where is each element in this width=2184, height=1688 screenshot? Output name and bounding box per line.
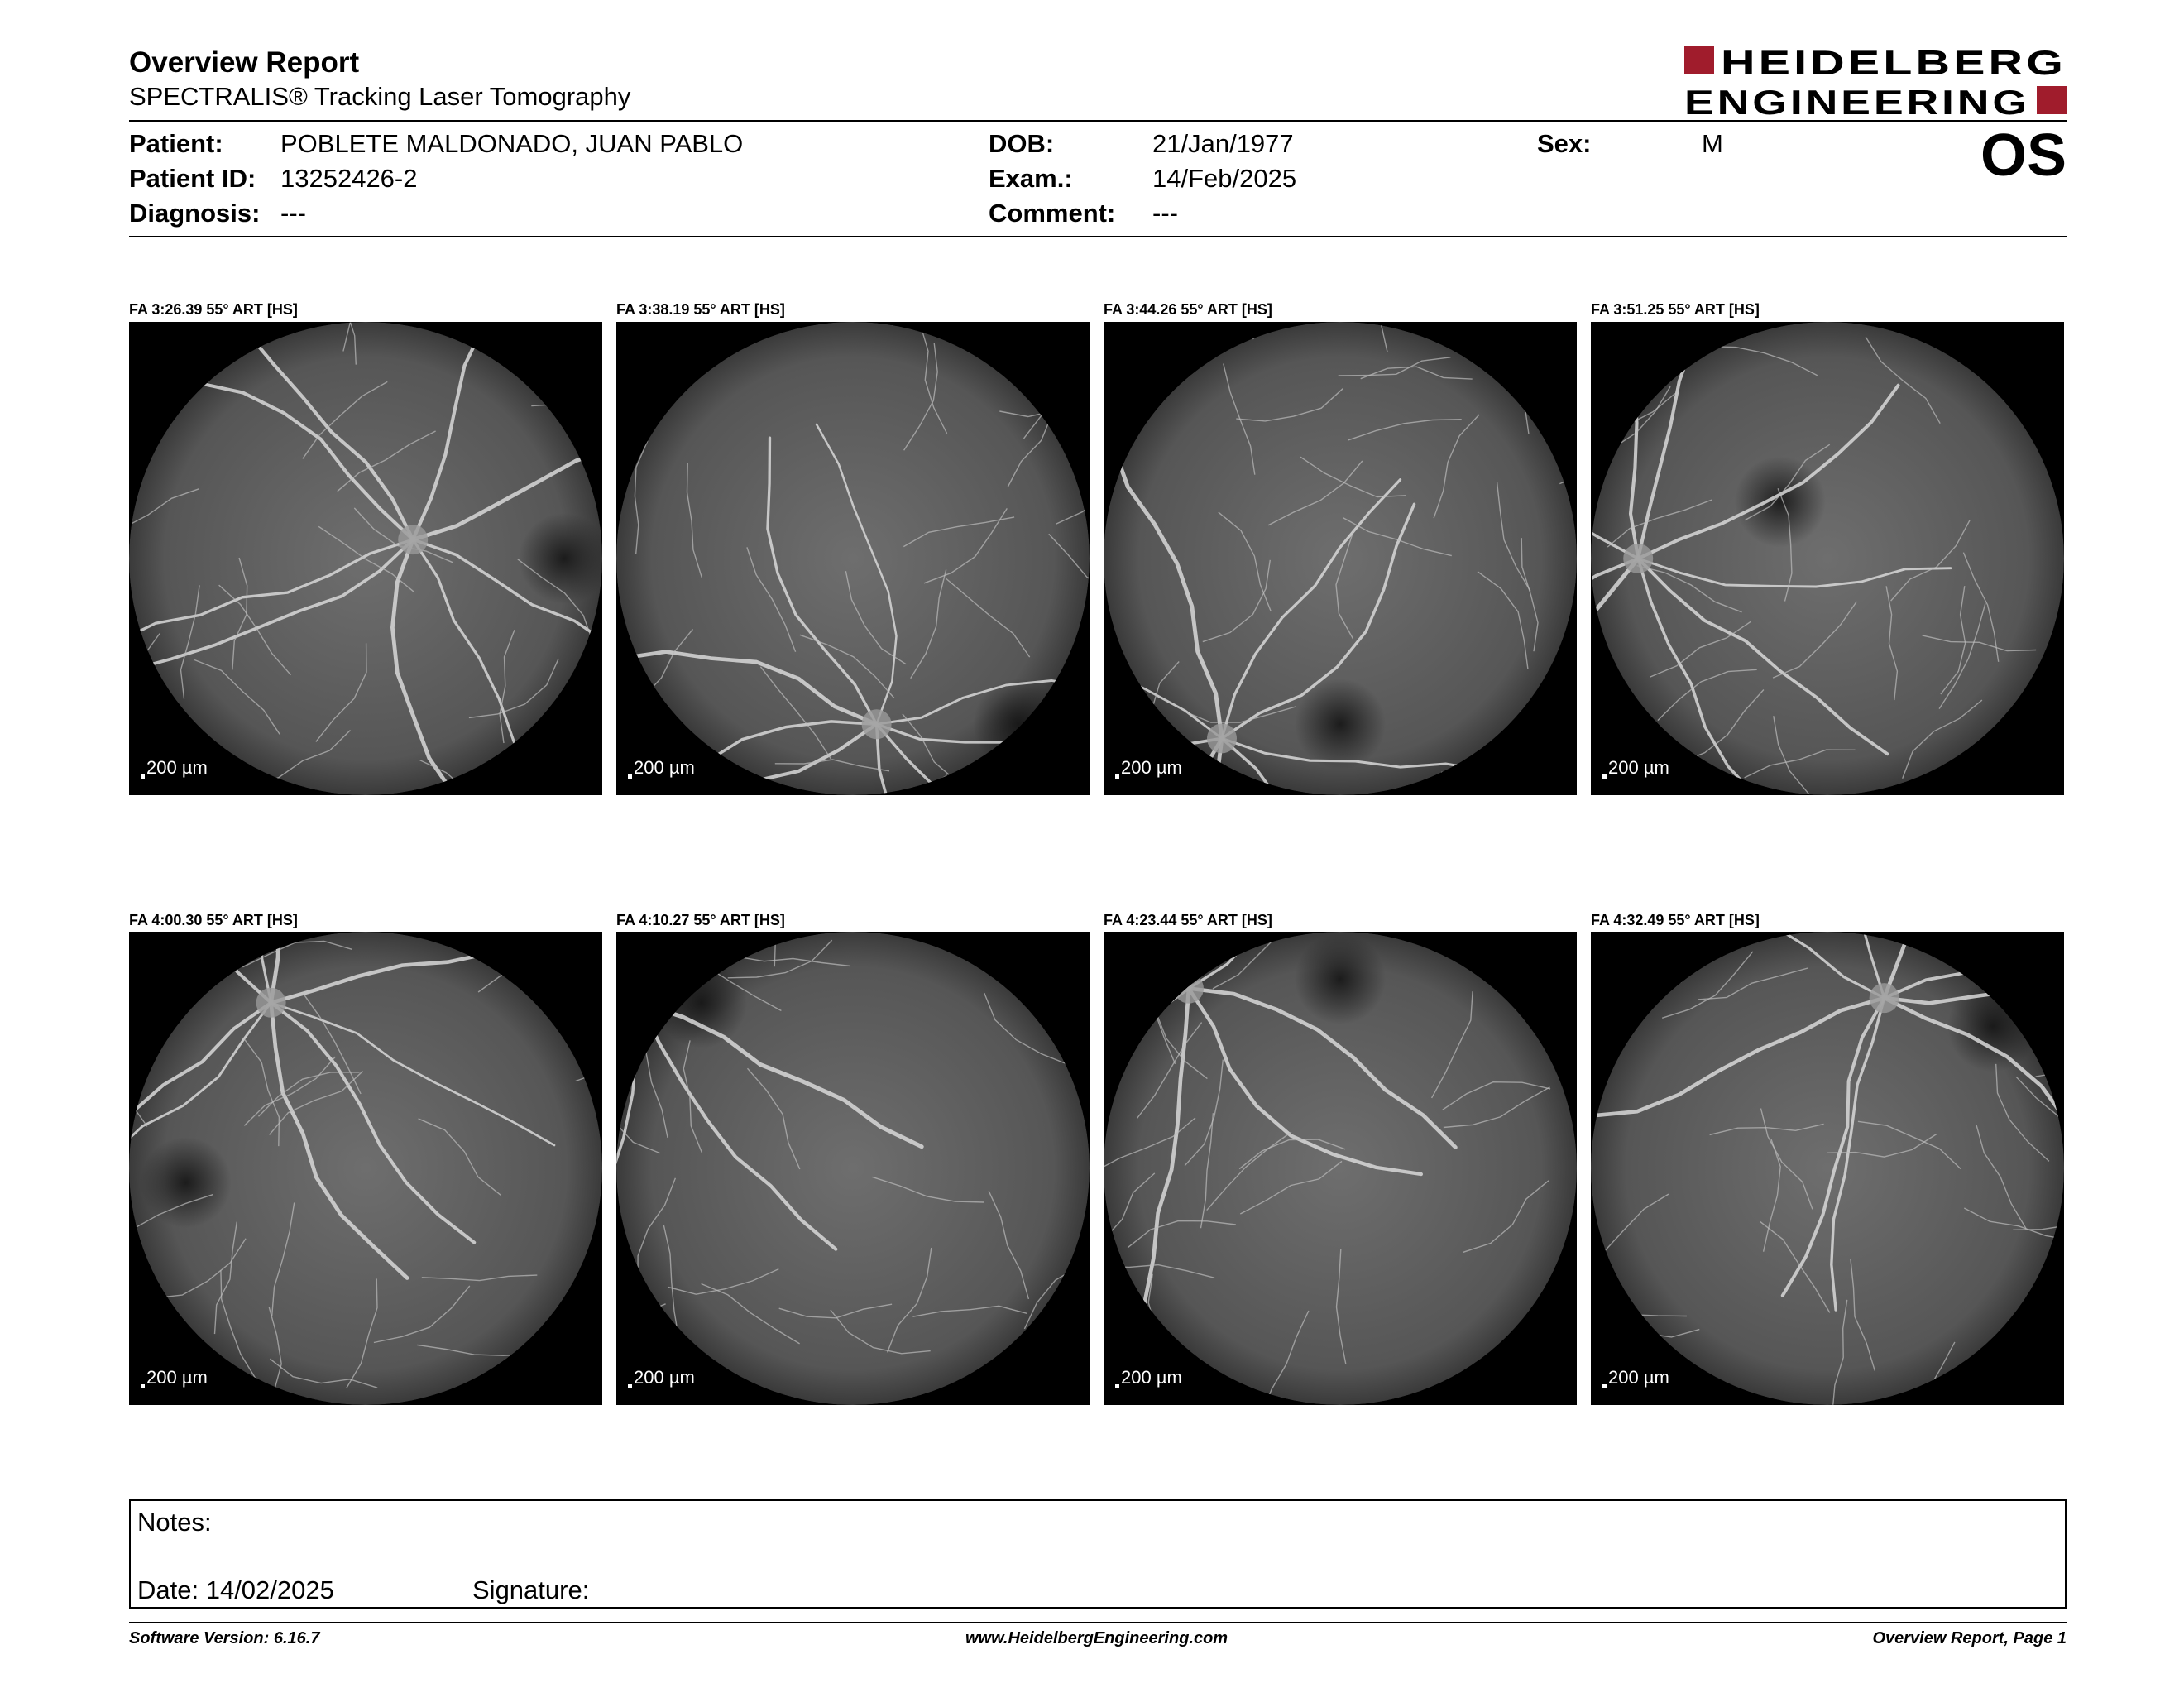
- scale-bar-marker: [141, 774, 145, 779]
- header-rule-bottom: [129, 236, 2067, 237]
- header-rule-top: [129, 120, 2067, 122]
- logo-line1: HEIDELBERG: [1721, 45, 2067, 82]
- fundus-image[interactable]: [129, 322, 602, 795]
- fundus-image[interactable]: [1104, 322, 1577, 795]
- dob-value: 21/Jan/1977: [1152, 129, 1294, 158]
- fundus-graphic: [616, 322, 1090, 795]
- scale-bar-label: 200 µm: [634, 1367, 695, 1388]
- report-title: Overview Report: [129, 46, 360, 79]
- fundus-graphic: [1591, 932, 2064, 1405]
- scale-bar: [1602, 757, 1669, 779]
- fundus-graphic: [1104, 322, 1577, 795]
- fundus-graphic: [129, 322, 602, 795]
- scale-bar-marker: [1115, 774, 1119, 779]
- image-label: FA 3:44.26 55° ART [HS]: [1104, 301, 1272, 318]
- footer-rule: [129, 1622, 2067, 1623]
- website-link[interactable]: www.HeidelbergEngineering.com: [965, 1629, 1228, 1647]
- scale-bar: [1602, 1367, 1669, 1388]
- sex-label: Sex:: [1537, 129, 1592, 158]
- scale-bar-label: 200 µm: [146, 757, 208, 778]
- image-label: FA 4:23.44 55° ART [HS]: [1104, 912, 1272, 928]
- page-number: Overview Report, Page 1: [1872, 1629, 2067, 1647]
- signature-label: Signature:: [472, 1575, 590, 1604]
- scale-bar-marker: [628, 1384, 632, 1388]
- scale-bar: [141, 1367, 208, 1388]
- fundus-image[interactable]: [129, 932, 602, 1405]
- scale-bar: [628, 757, 695, 779]
- fundus-graphic: [129, 932, 602, 1405]
- fundus-image[interactable]: [1591, 322, 2064, 795]
- patient-label: Patient:: [129, 129, 223, 158]
- image-label: FA 4:32.49 55° ART [HS]: [1591, 912, 1760, 928]
- patient-id-label: Patient ID:: [129, 164, 256, 193]
- fundus-image[interactable]: [1591, 932, 2064, 1405]
- scale-bar-marker: [1602, 774, 1607, 779]
- report-subtitle: SPECTRALIS® Tracking Laser Tomography: [129, 82, 631, 111]
- image-label: FA 3:26.39 55° ART [HS]: [129, 301, 298, 318]
- logo-square-bottom: [2037, 86, 2067, 114]
- scale-bar-marker: [1602, 1384, 1607, 1388]
- image-label: FA 4:10.27 55° ART [HS]: [616, 912, 785, 928]
- notes-box: [129, 1499, 2067, 1609]
- comment-value: ---: [1152, 199, 1178, 228]
- scale-bar: [141, 757, 208, 779]
- scale-bar-marker: [141, 1384, 145, 1388]
- scale-bar-label: 200 µm: [1608, 757, 1669, 778]
- sex-value: M: [1702, 129, 1723, 158]
- fundus-graphic: [1104, 932, 1577, 1405]
- patient-id-value: 13252426-2: [280, 164, 418, 193]
- patient-name: POBLETE MALDONADO, JUAN PABLO: [280, 129, 744, 158]
- fundus-image[interactable]: [616, 322, 1090, 795]
- logo-square-top: [1684, 46, 1714, 74]
- scale-bar: [628, 1367, 695, 1388]
- scale-bar-label: 200 µm: [1608, 1367, 1669, 1388]
- scale-bar-marker: [628, 774, 632, 779]
- software-version: Software Version: 6.16.7: [129, 1629, 320, 1647]
- eye-indicator: OS: [1980, 122, 2067, 189]
- scale-bar-label: 200 µm: [146, 1367, 208, 1388]
- heidelberg-engineering-logo: [1684, 45, 2068, 119]
- notes-label: Notes:: [137, 1508, 212, 1537]
- scale-bar: [1115, 757, 1182, 779]
- logo-line2: ENGINEERING: [1684, 83, 2030, 119]
- scale-bar-label: 200 µm: [634, 757, 695, 778]
- scale-bar-label: 200 µm: [1121, 757, 1182, 778]
- scale-bar: [1115, 1367, 1182, 1388]
- dob-label: DOB:: [989, 129, 1055, 158]
- exam-label: Exam.:: [989, 164, 1073, 193]
- diagnosis-label: Diagnosis:: [129, 199, 261, 228]
- date-label: Date: 14/02/2025: [137, 1575, 334, 1604]
- image-label: FA 3:51.25 55° ART [HS]: [1591, 301, 1760, 318]
- fundus-image[interactable]: [1104, 932, 1577, 1405]
- comment-label: Comment:: [989, 199, 1116, 228]
- exam-value: 14/Feb/2025: [1152, 164, 1297, 193]
- scale-bar-marker: [1115, 1384, 1119, 1388]
- diagnosis-value: ---: [280, 199, 306, 228]
- fundus-graphic: [616, 932, 1090, 1405]
- fundus-image[interactable]: [616, 932, 1090, 1405]
- image-label: FA 4:00.30 55° ART [HS]: [129, 912, 298, 928]
- scale-bar-label: 200 µm: [1121, 1367, 1182, 1388]
- fundus-graphic: [1591, 322, 2064, 795]
- image-label: FA 3:38.19 55° ART [HS]: [616, 301, 785, 318]
